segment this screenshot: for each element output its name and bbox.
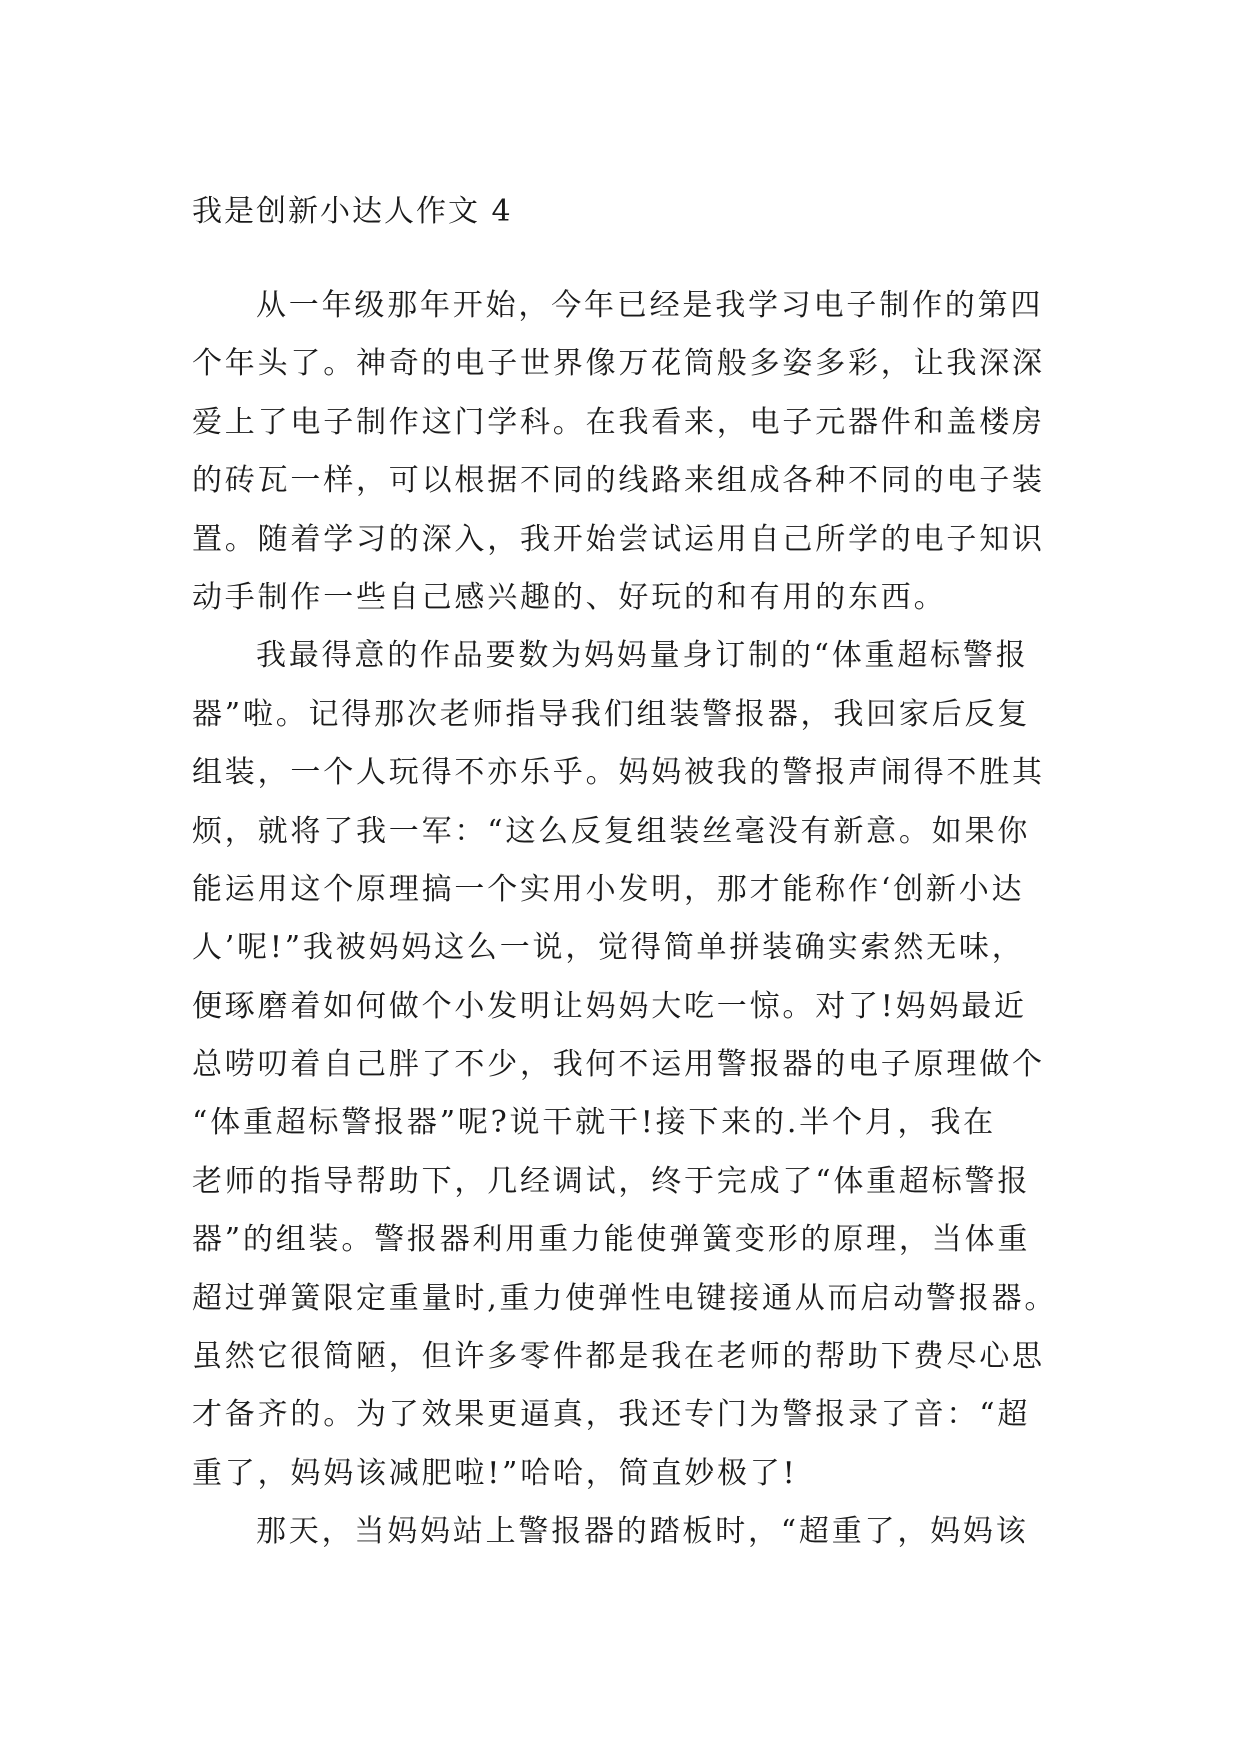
text-line: 总唠叨着自己胖了不少，我何不运用警报器的电子原理做个 xyxy=(192,1047,1045,1083)
paragraph-3 xyxy=(192,1503,1052,1561)
text-line: 便琢磨着如何做个小发明让妈妈大吃一惊。对了!妈妈最近 xyxy=(192,988,1027,1024)
text-line: 的砖瓦一样，可以根据不同的线路来组成各种不同的电子装 xyxy=(192,463,1045,499)
text-line: 能运用这个原理搞一个实用小发明，那才能称作‘创新小达 xyxy=(192,871,1025,907)
text-line: 人’呢!”我被妈妈这么一说，觉得简单拼装确实索然无味， xyxy=(192,930,1025,966)
text-line: 个年头了。神奇的电子世界像万花筒般多姿多彩，让我深深 xyxy=(192,346,1045,382)
paragraph-2 xyxy=(192,627,1058,1503)
text-line: 器”的组装。警报器利用重力能使弹簧变形的原理，当体重 xyxy=(192,1222,1031,1258)
text-line: “体重超标警报器”呢?说干就干!接下来的.半个月，我在 xyxy=(192,1105,996,1141)
text-line: 重了，妈妈该减肥啦!”哈哈，简直妙极了! xyxy=(192,1455,798,1491)
paragraph-1 xyxy=(192,277,1052,627)
text-line: 我最得意的作品要数为妈妈量身订制的“体重超标警报 xyxy=(256,638,1029,674)
text-line: 爱上了电子制作这门学科。在我看来，电子元器件和盖楼房 xyxy=(192,404,1045,440)
text-line: 从一年级那年开始，今年已经是我学习电子制作的第四 xyxy=(256,288,1044,323)
text-line: 超过弹簧限定重量时,重力使弹性电键接通从而启动警报器。 xyxy=(192,1280,1058,1316)
document-title: 我是创新小达人作文 4 xyxy=(192,194,513,229)
text-line: 组装，一个人玩得不亦乐乎。妈妈被我的警报声闹得不胜其 xyxy=(192,755,1045,791)
document-body xyxy=(192,277,1058,1562)
text-line: 动手制作一些自己感兴趣的、好玩的和有用的东西。 xyxy=(192,579,947,615)
text-line: 置。随着学习的深入，我开始尝试运用自己所学的电子知识 xyxy=(192,521,1045,557)
text-line: 才备齐的。为了效果更逼真，我还专门为警报录了音：“超 xyxy=(192,1397,1031,1433)
text-line: 虽然它很简陋，但许多零件都是我在老师的帮助下费尽心思 xyxy=(192,1339,1045,1375)
text-line: 器”啦。记得那次老师指导我们组装警报器，我回家后反复 xyxy=(192,696,1031,732)
text-line: 烦，就将了我一军：“这么反复组装丝毫没有新意。如果你 xyxy=(192,813,1031,849)
text-line: 老师的指导帮助下，几经调试，终于完成了“体重超标警报 xyxy=(192,1163,1031,1199)
text-line: 那天，当妈妈站上警报器的踏板时，“超重了，妈妈该 xyxy=(256,1514,1029,1550)
